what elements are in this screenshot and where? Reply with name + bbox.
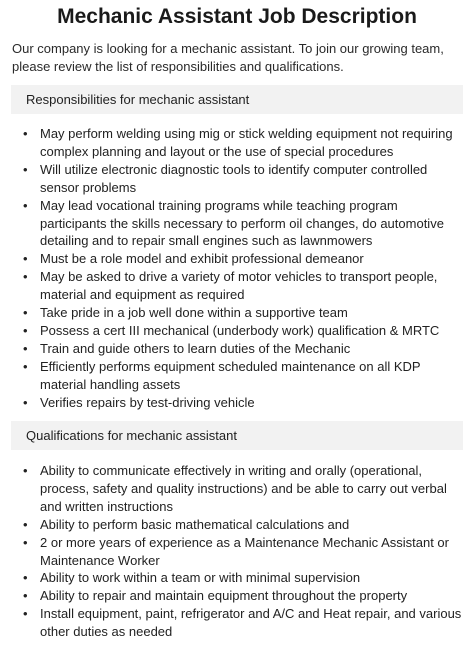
bullet-icon: • [23, 197, 28, 213]
list-item: • May be asked to drive a variety of motor vehicles to transport people, material and equipment as required [23, 269, 438, 303]
bullet-icon: • [23, 463, 28, 478]
bullet-icon: • [23, 588, 28, 604]
list-item: • Ability to perform basic mathematical calculations and [23, 516, 350, 532]
list-item: • Efficiently performs equipment scheduled maintenance on all KDP material handling assets [23, 358, 421, 392]
qualifications-heading: Qualifications for mechanic assistant [11, 421, 463, 450]
bullet-icon: • [23, 606, 28, 622]
intro-paragraph: Our company is looking for a mechanic assistant. To join our growing team, please review the list of responsibilities and qualifications. [12, 41, 444, 74]
list-item: • May perform welding using mig or stick welding equipment not requiring complex planning and layout or the use of special procedures [23, 126, 453, 159]
bullet-icon: • [23, 305, 28, 321]
bullet-icon: • [23, 126, 28, 141]
list-item: • Take pride in a job well done within a supportive team [23, 305, 348, 321]
list-item: • Verifies repairs by test-driving vehicle [23, 394, 255, 410]
list-item: • Must be a role model and exhibit professional demeanor [23, 251, 364, 267]
responsibilities-heading: Responsibilities for mechanic assistant [11, 85, 463, 114]
list-item: • 2 or more years of experience as a Maintenance Mechanic Assistant or Maintenance Worker [23, 534, 449, 568]
bullet-icon: • [23, 322, 28, 338]
bullet-icon: • [23, 358, 28, 374]
bullet-icon: • [23, 161, 28, 177]
responsibilities-list [0, 125, 474, 412]
list-item: • Install equipment, paint, refrigerator and A/C and Heat repair, and various other duties as needed [23, 606, 462, 640]
bullet-icon: • [23, 269, 28, 285]
list-item: • Train and guide others to learn duties of the Mechanic [23, 340, 351, 356]
qualifications-list [0, 462, 474, 641]
list-item: • Possess a cert III mechanical (underbody work) qualification & MRTC [23, 322, 440, 338]
page-title: Mechanic Assistant Job Description [57, 5, 417, 28]
list-item: • Ability to communicate effectively in writing and orally (operational, process, safety and quality instructions) and be able to carry out verbal and written instructions [23, 463, 447, 514]
bullet-icon: • [23, 251, 28, 267]
bullet-icon: • [23, 516, 28, 532]
list-item: • Ability to work within a team or with minimal supervision [23, 570, 361, 586]
list-item: • Will utilize electronic diagnostic tools to identify computer controlled sensor problems [23, 161, 428, 195]
bullet-icon: • [23, 340, 28, 356]
bullet-icon: • [23, 534, 28, 550]
bullet-icon: • [23, 394, 28, 410]
list-item: • May lead vocational training programs while teaching program participants the skills necessary to perform oil changes, do automotive detailing and to repair small engines such as lawnmowers [23, 197, 444, 249]
list-item: • Ability to repair and maintain equipment throughout the property [23, 588, 408, 604]
bullet-icon: • [23, 570, 28, 586]
